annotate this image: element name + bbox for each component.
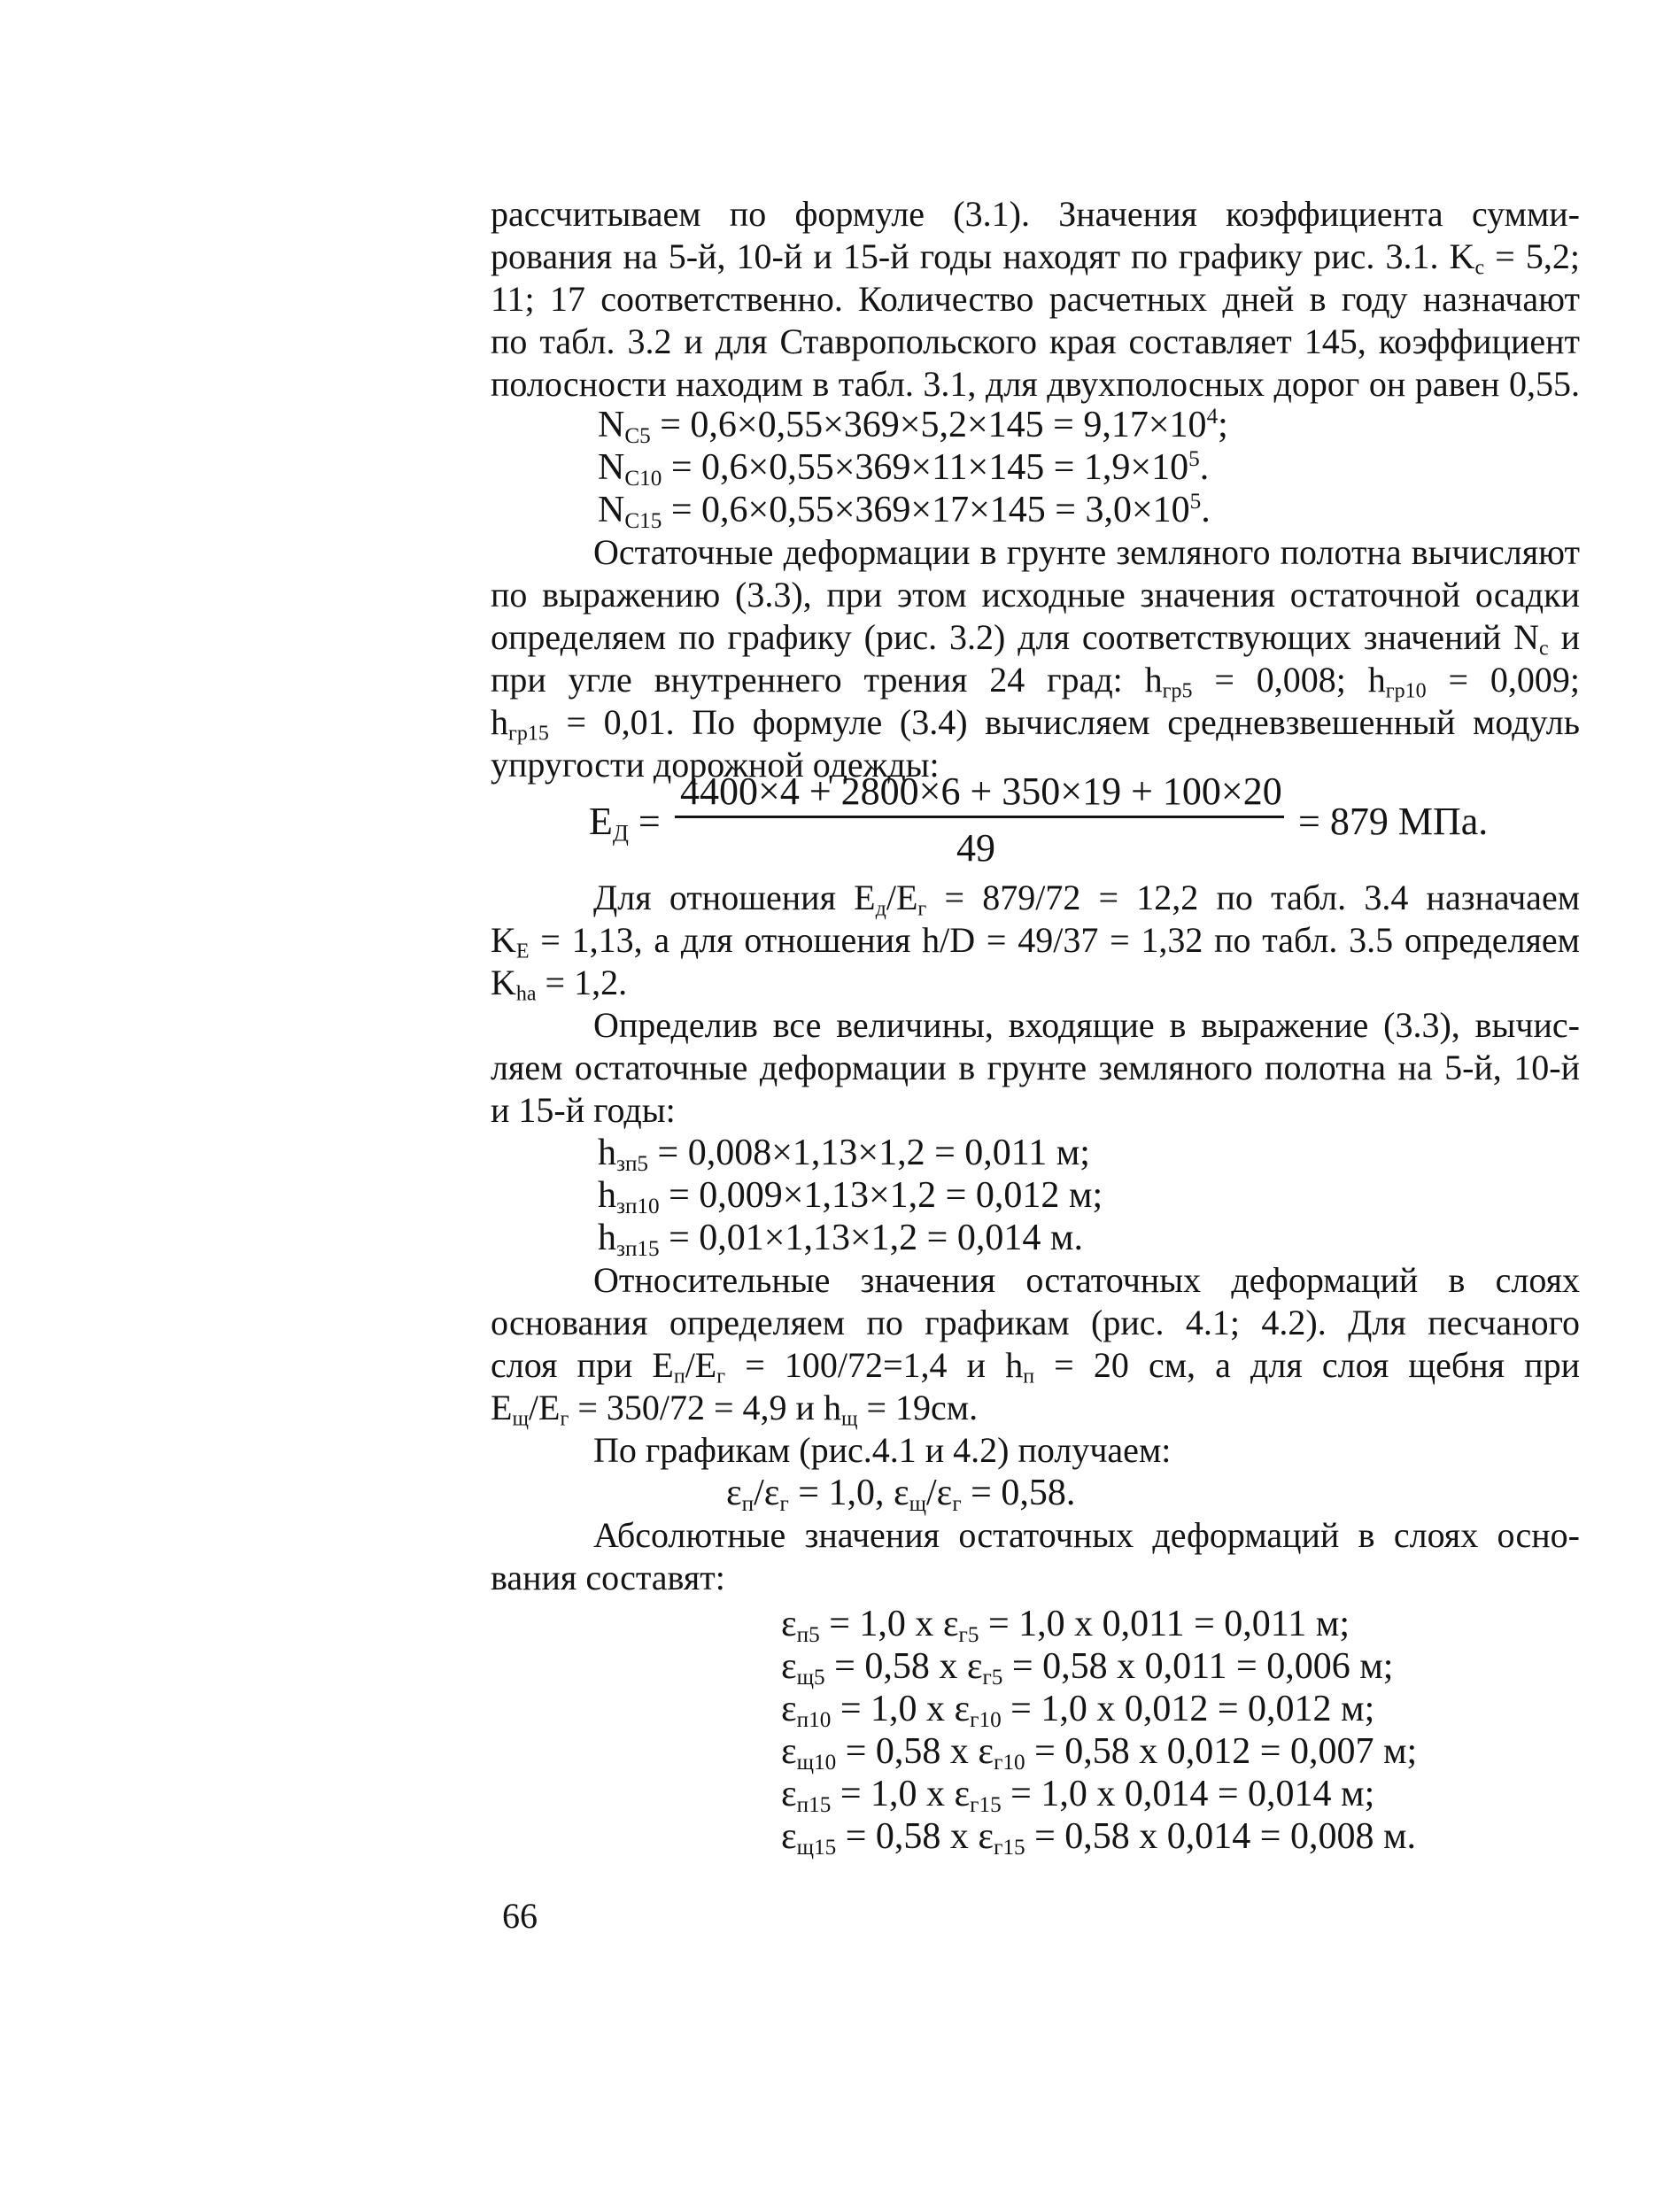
formula-eps-p15: $\varepsilon_{п15} = 1,0$ x $\varepsilon_{г15} = 1,0$ x 0,014 = 0,014 м; [781, 1774, 1375, 1818]
text-line: Абсолютные значения остаточных деформаций в слоях осно- [593, 1515, 1580, 1555]
text-line: упругости дорожной одежды: [491, 745, 940, 785]
text-line: ляем остаточные деформации в грунте земляного полотна на 5-й, 10-й [491, 1048, 1580, 1087]
formula-nc10: $N_{C10} = 0,6\times 0,55\times 369\times 11\times 145 = 1,9\times 10^5$. [598, 446, 1210, 491]
text-line: рования на 5-й, 10-й и 15-й годы находят по графику рис. 3.1. $K_c = 5,2$; [491, 236, 1581, 280]
text-line: $K_E = 1,13$, а для отношения h/D = 49/37 = 1,32 по табл. 3.5 определяем [491, 920, 1580, 963]
formula-eps-sh5: $\varepsilon_{щ5} = 0,58$ x $\varepsilon_{г5} = 0,58$ x 0,011 = 0,006 м; [781, 1646, 1394, 1690]
formula-ed-denominator: 49 [956, 826, 995, 870]
formula-eps-p5: $\varepsilon_{п5} = 1,0$ x $\varepsilon_{г5} = 1,0$ x 0,011 = 0,011 м; [781, 1604, 1350, 1648]
text-line: слоя при $E_п/E_г = 100/72=1,4$ и $h_п = 20$ см, а для слоя щебня при [491, 1345, 1580, 1388]
formula-ed-lhs: $E_Д$ = [589, 800, 661, 847]
text-line: $E_щ/E_г = 350/72 = 4,9$ и $h_щ = 19см$. [491, 1388, 979, 1431]
text-line: по табл. 3.2 и для Ставропольского края составляет 145, коэффициент [491, 321, 1580, 361]
text-line: По графикам (рис.4.1 и 4.2) получаем: [593, 1430, 1172, 1470]
text-line: Для отношения $E_д/E_г = 879/72 = 12,2$ по табл. 3.4 назначаем [593, 878, 1581, 921]
text-line: 11; 17 соответственно. Количество расчетных дней в году назначают [491, 279, 1580, 319]
fraction-bar [675, 816, 1284, 818]
text-line: по выражению (3.3), при этом исходные значения остаточной осадки [491, 575, 1580, 615]
formula-ratios: $\varepsilon_п/\varepsilon_г = 1,0$, $\varepsilon_щ/\varepsilon_г = 0,58$. [726, 1473, 1076, 1517]
formula-eps-sh10: $\varepsilon_{щ10} = 0,58$ x $\varepsilon_{г10} = 0,58$ x 0,012 = 0,007 м; [781, 1731, 1418, 1775]
text-line: Определив все величины, входящие в выражение (3.3), вычис- [593, 1005, 1580, 1045]
formula-eps-p10: $\varepsilon_{п10} = 1,0$ x $\varepsilon_{г10} = 1,0$ x 0,012 = 0,012 м; [781, 1689, 1375, 1733]
text-line: $h_{гр15} = 0,01$. По формуле (3.4) вычисляем средневзвешенный модуль [491, 702, 1580, 746]
text-line: $K_{ha} = 1,2$. [491, 963, 628, 1006]
text-line: рассчитываем по формуле (3.1). Значения коэффициента сумми- [491, 194, 1580, 234]
formula-hzp5: $h_{зп5} = 0,008\times 1,13\times 1,2 = 0,011$ м; [598, 1133, 1090, 1177]
text-line: Относительные значения остаточных деформаций в слоях [593, 1260, 1580, 1300]
text-line: и 15-й годы: [491, 1090, 676, 1130]
formula-ed-numerator: 4400×4 + 2800×6 + 350×19 + 100×20 [680, 770, 1282, 813]
formula-hzp10: $h_{зп10} = 0,009\times 1,13\times 1,2 = 0,012$ м; [598, 1175, 1103, 1219]
text-line: основания определяем по графикам (рис. 4.1; 4.2). Для песчаного [491, 1303, 1580, 1342]
text-line: Остаточные деформации в грунте земляного полотна вычисляют [593, 532, 1580, 572]
text-line: определяем по графику (рис. 3.2) для соответствующих значений $N_c$ и [491, 617, 1580, 661]
formula-nc15: $N_{C15} = 0,6\times 0,55\times 369\times 17\times 145 = 3,0\times 10^5$. [598, 489, 1211, 534]
page-number: 66 [502, 1896, 538, 1936]
formula-nc5: $N_{C5} = 0,6\times 0,55\times 369\times 5,2\times 145 = 9,17\times 10^4$; [598, 404, 1228, 449]
formula-eps-sh15: $\varepsilon_{щ15} = 0,58$ x $\varepsilon_{г15} = 0,58$ x 0,014 = 0,008 м. [781, 1816, 1417, 1860]
formula-ed-result: = 879 МПа. [1298, 800, 1489, 843]
text-line: полосности находим в табл. 3.1, для двухполосных дорог он равен 0,55. [491, 364, 1580, 404]
formula-hzp15: $h_{зп15} = 0,01\times 1,13\times 1,2 = 0,014$ м. [598, 1218, 1083, 1262]
text-line: вания составят: [491, 1558, 725, 1597]
text-line: при угле внутреннего трения 24 град: $h_{гр5} = 0,008$; $h_{гр10} = 0,009$; [491, 660, 1581, 703]
